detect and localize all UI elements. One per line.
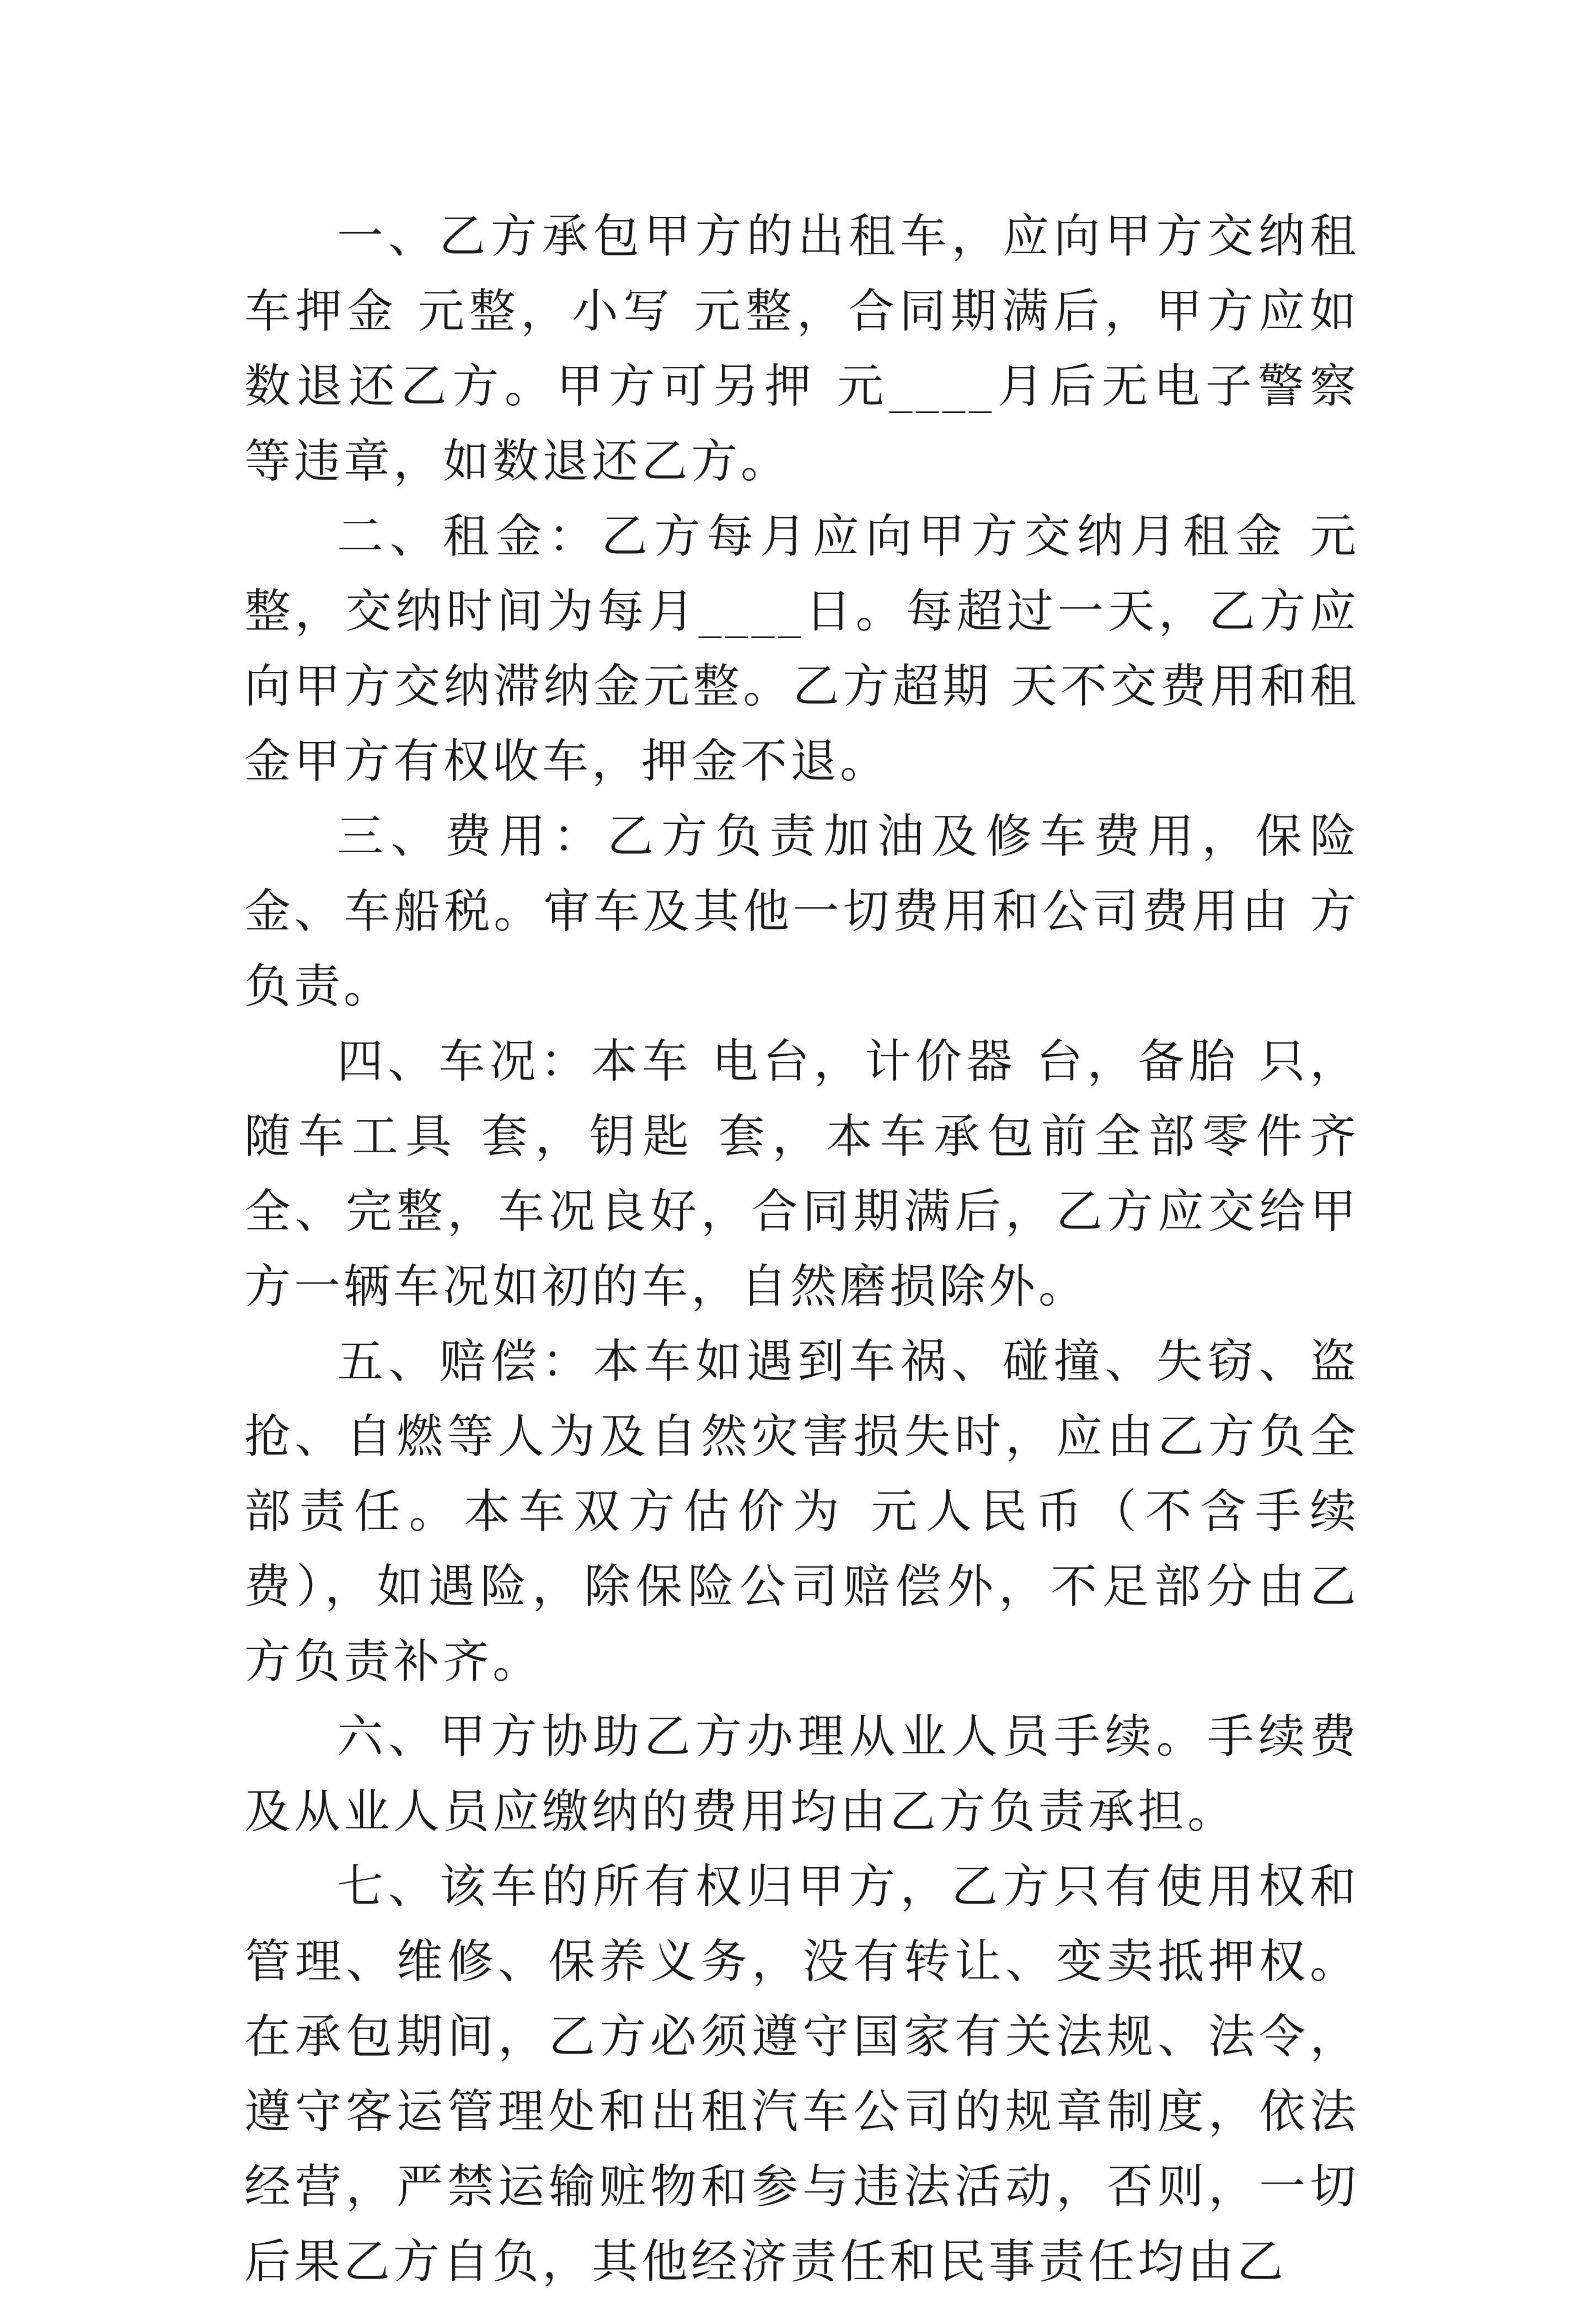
clause-1-paragraph: 一、乙方承包甲方的出租车，应向甲方交纳租车押金 元整，小写 元整，合同期满后，甲方应如数退还乙方。甲方可另押 元____月后无电子警察等违章，如数退还乙方。 [244,209,1360,488]
clause-4-paragraph: 四、车况：本车 电台，计价器 台，备胎 只，随车工具 套，钥匙 套，本车承包前全部零件齐全、完整，车况良好，合同期满后，乙方应交给甲方一辆车况如初的车，自然磨损除外。 [244,1034,1359,1313]
clause-3-paragraph: 三、费用：乙方负责加油及修车费用，保险金、车船税。审车及其他一切费用和公司费用由 方负责。 [244,809,1359,1013]
clause-6-paragraph: 六、甲方协助乙方办理从业人员手续。手续费及从业人员应缴纳的费用均由乙方负责承担。 [244,1709,1359,1838]
clause-7-paragraph: 七、该车的所有权归甲方，乙方只有使用权和管理、维修、保养义务，没有转让、变卖抵押权。在承包期间，乙方必须遵守国家有关法规、法令，遵守客运管理处和出租汽车公司的规章制度，依法经营，严禁运输赃物和参与违法活动，否则，一切后果乙方自负，其他经济责任和民事责任均由乙 [244,1859,1359,2289]
document-body [244,199,1359,2299]
clause-5-paragraph: 五、赔偿：本车如遇到车祸、碰撞、失窃、盗抢、自燃等人为及自然灾害损失时，应由乙方负全部责任。本车双方估价为 元人民币（不含手续费），如遇险，除保险公司赔偿外，不足部分由乙方负责补齐。 [244,1334,1359,1688]
clause-2-paragraph: 二、租金：乙方每月应向甲方交纳月租金 元整，交纳时间为每月____日。每超过一天，乙方应向甲方交纳滞纳金元整。乙方超期 天不交费用和租金甲方有权收车，押金不退。 [244,509,1359,788]
